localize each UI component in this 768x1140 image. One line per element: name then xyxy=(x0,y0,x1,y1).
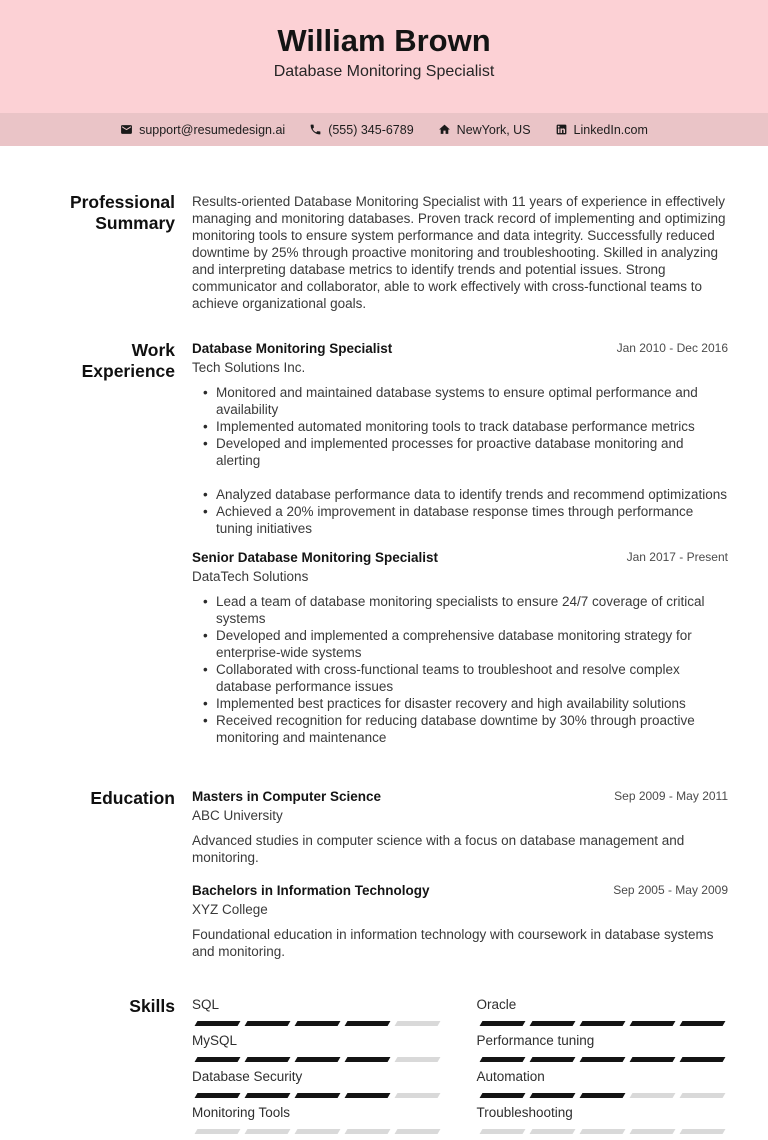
skill-level-segment xyxy=(579,1021,625,1026)
skill-level-segment xyxy=(245,1129,291,1134)
skill-level-segment xyxy=(579,1057,625,1062)
skill-level-segment xyxy=(195,1021,241,1026)
bullet-item: • Received recognition for reducing database downtime by 30% through proactive monitoring and maintenance xyxy=(216,712,728,746)
skills-column-left xyxy=(192,996,444,1140)
skill-level-segment xyxy=(529,1093,575,1098)
skill-name: Monitoring Tools xyxy=(192,1105,291,1120)
skill-level-segment xyxy=(195,1129,241,1134)
contact-email[interactable] xyxy=(120,123,285,137)
skills-section xyxy=(0,996,728,1140)
skill-level-segment xyxy=(679,1021,725,1026)
skills-columns xyxy=(192,996,728,1140)
school-name: XYZ College xyxy=(192,902,268,917)
skill-level-segment xyxy=(395,1093,441,1098)
skill-level-segment xyxy=(629,1021,675,1026)
education-dates: Sep 2009 - May 2011 xyxy=(614,789,728,803)
bullet-item: • Collaborated with cross-functional teams to troubleshoot and resolve complex database performance issues xyxy=(216,661,728,695)
skill-level-segment xyxy=(245,1057,291,1062)
job-bullets xyxy=(192,384,728,537)
skill-level-segment xyxy=(195,1093,241,1098)
skill-level-segment xyxy=(345,1021,391,1026)
skill-level-segment xyxy=(345,1093,391,1098)
bullet-item: • Developed and implemented a comprehensive database monitoring strategy for enterprise-wide systems xyxy=(216,627,728,661)
skill-name: Performance tuning xyxy=(476,1033,595,1048)
job-dates: Jan 2010 - Dec 2016 xyxy=(616,341,728,355)
skills-heading: Skills xyxy=(129,996,175,1016)
job-dates: Jan 2017 - Present xyxy=(626,550,728,564)
skill-level-segment xyxy=(479,1093,525,1098)
bullet-item: • Analyzed database performance data to identify trends and recommend optimizations xyxy=(216,486,728,503)
contact-bar xyxy=(0,113,768,146)
envelope-icon xyxy=(120,123,133,136)
skill-level-segment xyxy=(395,1057,441,1062)
skill-item xyxy=(477,1068,729,1098)
skill-level-segment xyxy=(629,1093,675,1098)
skill-name: Oracle xyxy=(476,997,517,1012)
skill-level-segment xyxy=(679,1093,725,1098)
skill-name: SQL xyxy=(192,997,220,1012)
contact-phone[interactable] xyxy=(309,123,413,137)
jobs-list xyxy=(175,340,728,758)
skill-level-segment xyxy=(479,1057,525,1062)
skill-level-bar xyxy=(192,1021,444,1026)
skill-level-segment xyxy=(579,1093,625,1098)
skill-level-segment xyxy=(679,1057,725,1062)
skill-level-bar xyxy=(192,1057,444,1062)
contact-location[interactable] xyxy=(438,123,531,137)
skill-level-segment xyxy=(195,1057,241,1062)
resume-body xyxy=(0,192,768,1140)
education-section xyxy=(0,788,728,976)
skill-item xyxy=(192,1104,444,1134)
education-entry xyxy=(192,882,728,960)
contact-linkedin-text: LinkedIn.com xyxy=(573,122,648,137)
job-entry xyxy=(192,340,728,537)
summary-heading: Professional Summary xyxy=(69,192,175,233)
contact-phone-text: (555) 345-6789 xyxy=(328,122,414,137)
linkedin-icon xyxy=(555,123,568,136)
skill-level-bar xyxy=(477,1093,729,1098)
job-company: Tech Solutions Inc. xyxy=(192,360,306,375)
education-heading: Education xyxy=(90,788,175,808)
skill-level-bar xyxy=(477,1057,729,1062)
bullet-item: • Implemented automated monitoring tools to track database performance metrics xyxy=(216,418,728,435)
skill-level-segment xyxy=(395,1129,441,1134)
bullet-item: • Implemented best practices for disaster recovery and high availability solutions xyxy=(216,695,728,712)
skill-name: Database Security xyxy=(192,1069,303,1084)
skill-level-segment xyxy=(295,1021,341,1026)
bullet-item xyxy=(216,469,728,486)
contact-email-text: support@resumedesign.ai xyxy=(139,122,286,137)
resume-header xyxy=(0,0,768,113)
skill-level-bar xyxy=(192,1093,444,1098)
skill-level-segment xyxy=(629,1057,675,1062)
bullet-item: • Lead a team of database monitoring specialists to ensure 24/7 coverage of critical systems xyxy=(216,593,728,627)
education-description: Foundational education in information technology with coursework in database systems and monitoring. xyxy=(192,927,714,959)
skill-level-segment xyxy=(245,1093,291,1098)
school-name: ABC University xyxy=(192,808,283,823)
skill-level-segment xyxy=(245,1021,291,1026)
skill-level-segment xyxy=(529,1021,575,1026)
skill-level-segment xyxy=(529,1057,575,1062)
bullet-item: • Monitored and maintained database systems to ensure optimal performance and availability xyxy=(216,384,728,418)
job-company: DataTech Solutions xyxy=(192,569,309,584)
job-bullets xyxy=(192,593,728,746)
home-icon xyxy=(438,123,451,136)
skill-level-bar xyxy=(477,1129,729,1134)
job-title: Senior Database Monitoring Specialist xyxy=(192,550,439,565)
skill-level-segment xyxy=(679,1129,725,1134)
skill-level-segment xyxy=(295,1129,341,1134)
education-entry xyxy=(192,788,728,866)
skill-level-bar xyxy=(477,1021,729,1026)
summary-text: Results-oriented Database Monitoring Specialist with 11 years of experience in effectively managing and monitoring databases. Proven track record of implementing and optimizing monitoring tools to ensure system performance and data integrity. Successfully reduced downtime by 25% through proactive monitoring and troubleshooting. Skilled in analyzing and interpreting database metrics to identify trends and potential issues. Strong communicator and collaborator, able to work effectively with cross-functional teams to achieve organizational goals. xyxy=(192,194,726,311)
skill-level-segment xyxy=(395,1021,441,1026)
skill-item xyxy=(192,1068,444,1098)
skill-level-bar xyxy=(192,1129,444,1134)
skill-level-segment xyxy=(345,1057,391,1062)
skill-item xyxy=(192,996,444,1026)
summary-section xyxy=(0,192,728,312)
skill-name: MySQL xyxy=(192,1033,238,1048)
skills-column-right xyxy=(477,996,729,1140)
skill-level-segment xyxy=(295,1093,341,1098)
skill-item xyxy=(192,1032,444,1062)
skill-item xyxy=(477,1104,729,1134)
skill-level-segment xyxy=(479,1021,525,1026)
skill-level-segment xyxy=(345,1129,391,1134)
skill-name: Automation xyxy=(476,1069,545,1084)
experience-heading: Work Experience xyxy=(81,340,175,381)
degree-title: Bachelors in Information Technology xyxy=(192,883,430,898)
bullet-item: • Achieved a 20% improvement in database response times through performance tuning initiatives xyxy=(216,503,728,537)
contact-location-text: NewYork, US xyxy=(456,122,531,137)
person-name: William Brown xyxy=(277,23,491,58)
education-dates: Sep 2005 - May 2009 xyxy=(613,883,728,897)
skill-level-segment xyxy=(529,1129,575,1134)
phone-icon xyxy=(309,123,322,136)
skill-level-segment xyxy=(579,1129,625,1134)
skill-item xyxy=(477,1032,729,1062)
contact-linkedin[interactable] xyxy=(555,123,648,137)
skill-level-segment xyxy=(295,1057,341,1062)
skill-level-segment xyxy=(629,1129,675,1134)
bullet-item: • Developed and implemented processes for proactive database monitoring and alerting xyxy=(216,435,728,469)
education-list xyxy=(175,788,728,976)
skill-level-segment xyxy=(479,1129,525,1134)
degree-title: Masters in Computer Science xyxy=(192,789,382,804)
skill-item xyxy=(477,996,729,1026)
person-job-title: Database Monitoring Specialist xyxy=(273,63,495,80)
job-entry xyxy=(192,549,728,746)
experience-section xyxy=(0,340,728,758)
job-title: Database Monitoring Specialist xyxy=(192,341,393,356)
skill-name: Troubleshooting xyxy=(476,1105,573,1120)
education-description: Advanced studies in computer science with a focus on database management and monitoring. xyxy=(192,833,685,865)
